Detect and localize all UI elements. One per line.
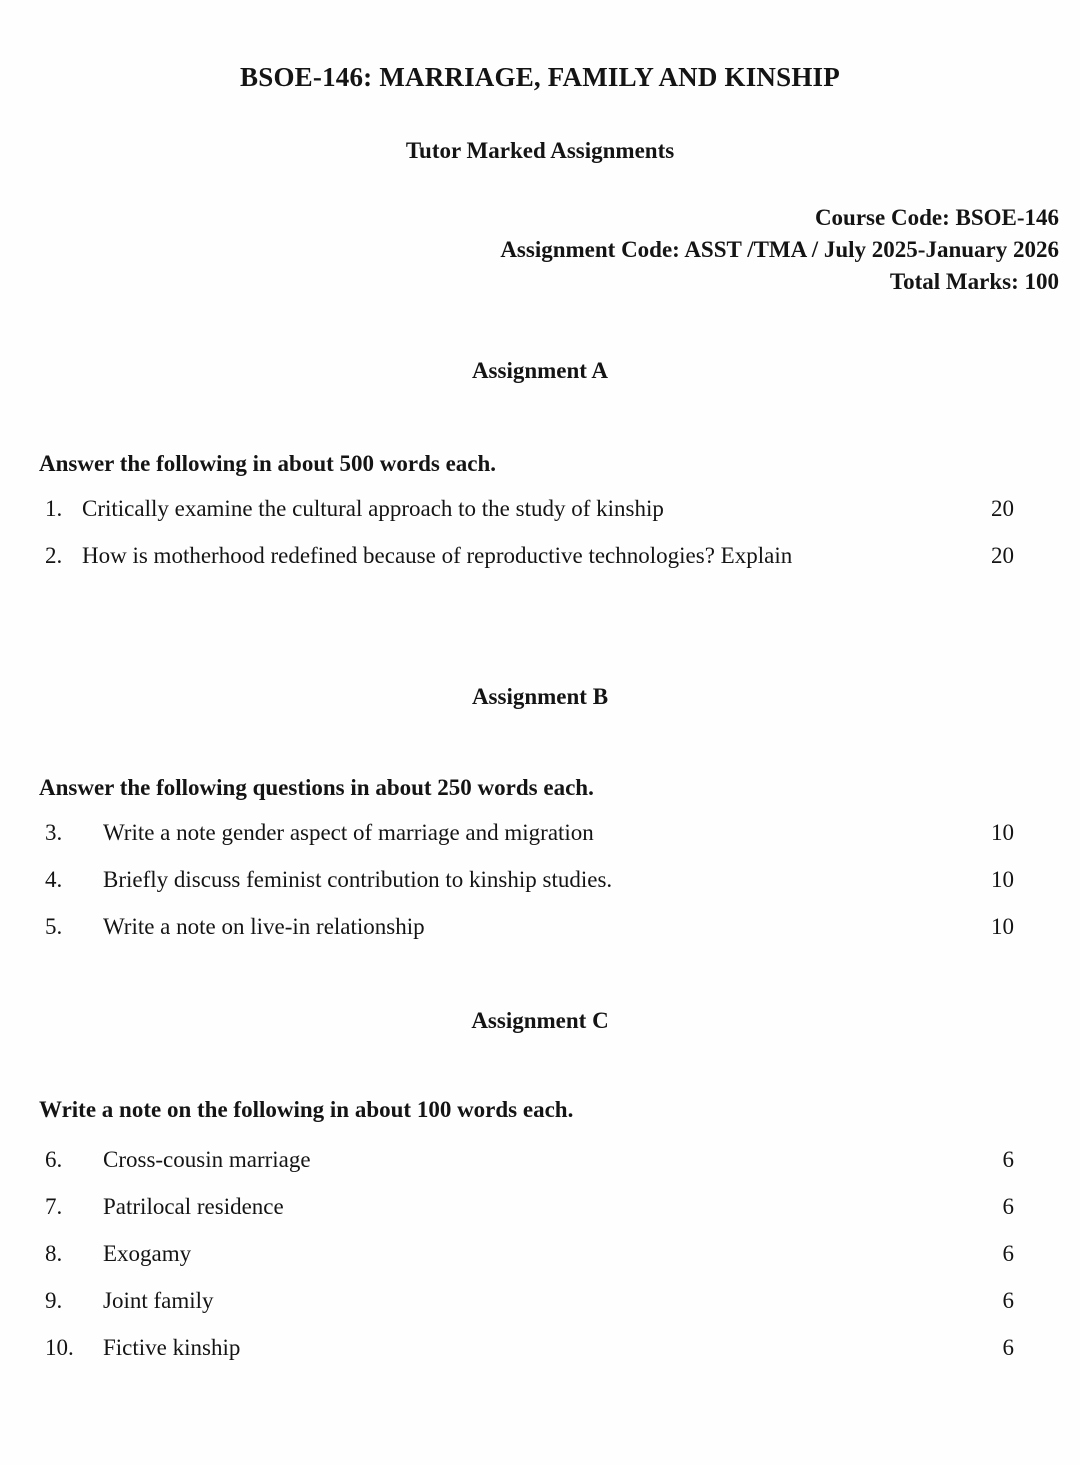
question-text: Cross-cousin marriage — [103, 1147, 311, 1172]
question-number: 3. — [45, 820, 63, 845]
question-text: Patrilocal residence — [103, 1194, 284, 1219]
question-row — [0, 866, 1080, 894]
question-text: Briefly discuss feminist contribution to kinship studies. — [103, 867, 613, 892]
question-row — [0, 495, 1080, 523]
question-text: Write a note gender aspect of marriage and migration — [103, 820, 594, 845]
question-number: 8. — [45, 1241, 63, 1266]
question-number: 1. — [45, 496, 63, 521]
question-text: Critically examine the cultural approach to the study of kinship — [82, 496, 664, 521]
question-row — [0, 1240, 1080, 1268]
question-row — [0, 1193, 1080, 1221]
section-instruction-b: Answer the following questions in about 250 words each. — [39, 775, 594, 800]
question-row — [0, 1146, 1080, 1174]
question-number: 7. — [45, 1194, 63, 1219]
section-heading-assignment-b: Assignment B — [471, 684, 609, 709]
question-number: 6. — [45, 1147, 63, 1172]
question-marks: 6 — [1002, 1241, 1014, 1266]
assignment-code: Assignment Code: ASST /TMA / July 2025-January 2026 — [500, 237, 1059, 262]
question-marks: 6 — [1002, 1194, 1014, 1219]
question-row — [0, 819, 1080, 847]
section-instruction-c: Write a note on the following in about 100 words each. — [39, 1097, 574, 1122]
question-text: Exogamy — [103, 1241, 192, 1266]
question-row — [0, 913, 1080, 941]
question-row — [0, 542, 1080, 570]
section-heading-assignment-a: Assignment A — [471, 358, 609, 383]
document-subtitle: Tutor Marked Assignments — [405, 138, 675, 163]
question-marks: 10 — [991, 820, 1014, 845]
question-marks: 20 — [991, 496, 1014, 521]
question-row — [0, 1334, 1080, 1362]
question-row — [0, 1287, 1080, 1315]
section-heading-assignment-c: Assignment C — [471, 1008, 609, 1033]
question-text: How is motherhood redefined because of reproductive technologies? Explain — [82, 543, 793, 568]
course-code: Course Code: BSOE-146 — [814, 205, 1059, 230]
question-marks: 10 — [991, 867, 1014, 892]
question-text: Joint family — [103, 1288, 214, 1313]
question-number: 4. — [45, 867, 63, 892]
question-text: Write a note on live-in relationship — [103, 914, 425, 939]
question-marks: 10 — [991, 914, 1014, 939]
question-number: 10. — [45, 1335, 74, 1360]
question-number: 9. — [45, 1288, 63, 1313]
question-marks: 6 — [1002, 1147, 1014, 1172]
section-instruction-a: Answer the following in about 500 words each. — [39, 451, 497, 476]
course-meta-block — [0, 202, 1080, 298]
question-number: 2. — [45, 543, 63, 568]
question-marks: 6 — [1002, 1288, 1014, 1313]
question-text: Fictive kinship — [103, 1335, 241, 1360]
question-number: 5. — [45, 914, 63, 939]
total-marks: Total Marks: 100 — [889, 269, 1059, 294]
page-title: BSOE-146: MARRIAGE, FAMILY AND KINSHIP — [240, 62, 840, 92]
question-marks: 6 — [1002, 1335, 1014, 1360]
question-marks: 20 — [991, 543, 1014, 568]
